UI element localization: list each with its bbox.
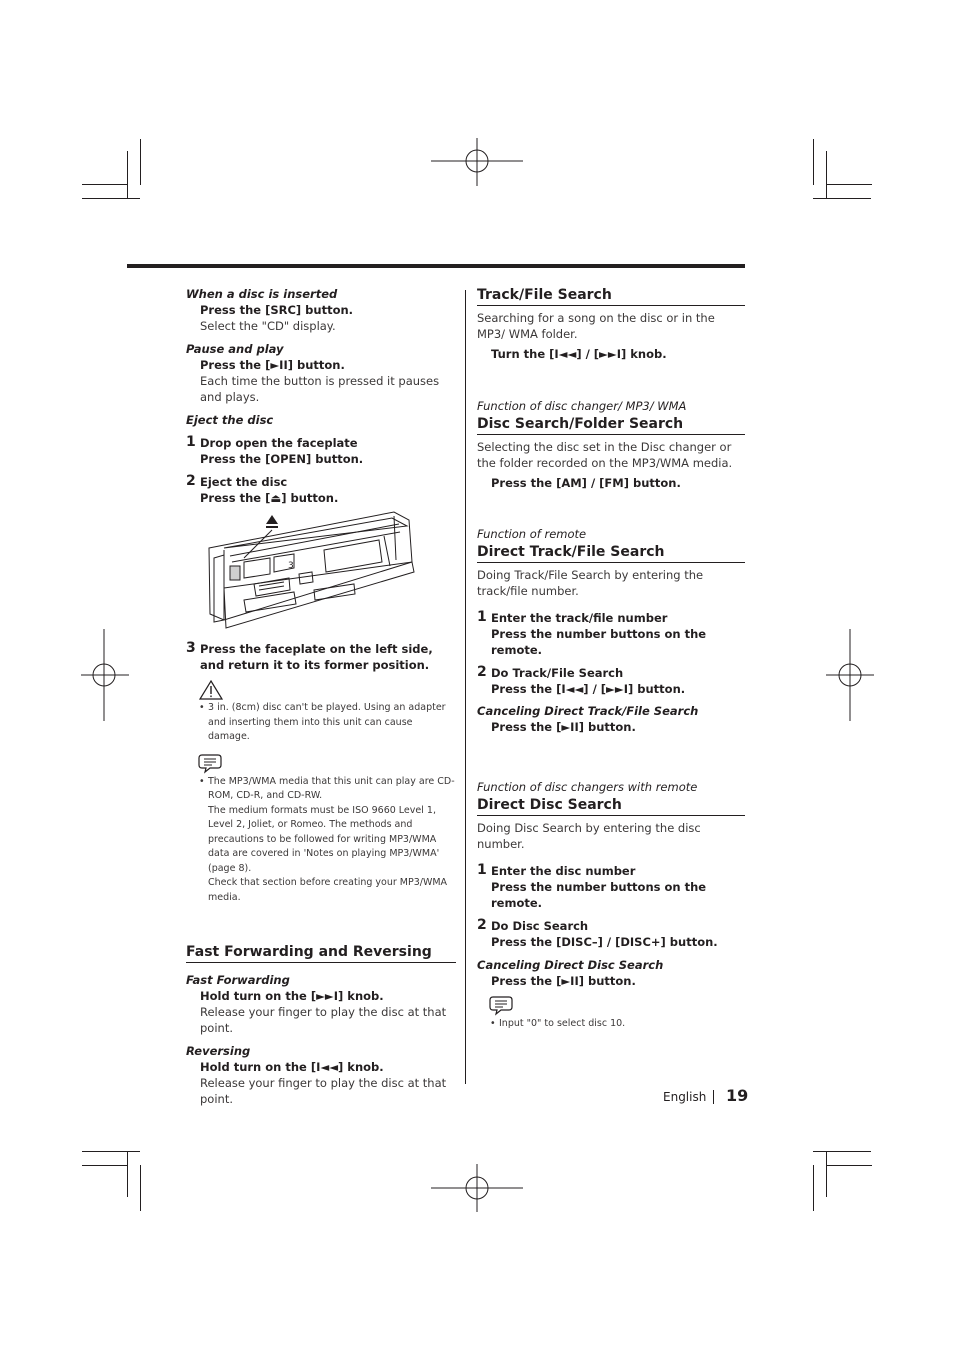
step-action: Press the [OPEN] button.	[200, 452, 364, 466]
direct-disc-step-2	[477, 918, 745, 950]
note-icon	[198, 751, 224, 775]
reversing-desc: Release your finger to play the disc at that point.	[200, 1076, 447, 1106]
disc-search-desc: Selecting the disc set in the Disc changer or the folder recorded on the MP3/WMA media.	[477, 440, 733, 470]
direct-disc-desc: Doing Disc Search by entering the disc number.	[477, 821, 701, 851]
cancel-direct-track-heading: Canceling Direct Track/File Search	[477, 704, 699, 718]
direct-disc-note: • Input "0" to select disc 10.	[477, 1017, 745, 1032]
direct-disc-title: Direct Disc Search	[477, 796, 745, 816]
step-title: Do Disc Search	[491, 919, 589, 933]
footer-separator	[713, 1090, 714, 1104]
fast-forward-title: Fast Forwarding and Reversing	[186, 943, 456, 963]
direct-track-step-1	[477, 610, 745, 658]
disc-inserted-desc: Select the "CD" display.	[200, 319, 336, 333]
step-action: Press the number buttons on the remote.	[491, 627, 707, 657]
fast-forwarding-desc: Release your finger to play the disc at that point.	[200, 1005, 447, 1035]
track-search-desc: Searching for a song on the disc or in the MP3/ WMA folder.	[477, 311, 715, 341]
step-number: 1	[477, 862, 487, 878]
cancel-direct-track-action: Press the [►II] button.	[491, 720, 636, 734]
disc-inserted-action: Press the [SRC] button.	[200, 303, 354, 317]
step-action: Press the [⏏] button.	[200, 491, 339, 505]
caution-text: • 3 in. (8cm) disc can't be played. Using an adapter and inserting them into this unit can cause damage.	[186, 701, 456, 745]
faceplate-illustration	[204, 510, 444, 635]
eject-step-1	[186, 435, 456, 467]
page-number: 19	[726, 1086, 749, 1105]
direct-track-title: Direct Track/File Search	[477, 543, 745, 563]
track-search-action: Turn the [I◄◄] / [►►I] knob.	[491, 347, 667, 361]
step-title: Eject the disc	[200, 475, 288, 489]
direct-disc-label: Function of disc changers with remote	[477, 780, 698, 794]
reversing-action: Hold turn on the [I◄◄] knob.	[200, 1060, 384, 1074]
eject-icon	[266, 515, 278, 528]
pause-play-heading: Pause and play	[186, 342, 284, 356]
step-number: 1	[477, 609, 487, 625]
eject-heading: Eject the disc	[186, 413, 274, 427]
track-search-title: Track/File Search	[477, 286, 745, 306]
step-action: Press the [I◄◄] / [►►I] button.	[491, 682, 686, 696]
footer-language: English	[663, 1090, 707, 1104]
disc-search-label: Function of disc changer/ MP3/ WMA	[477, 399, 687, 413]
step-title: Do Track/File Search	[491, 666, 624, 680]
reversing-heading: Reversing	[186, 1044, 251, 1058]
note-line: • The MP3/WMA media that this unit can play are CD-ROM, CD-R, and CD-RW.	[208, 775, 455, 801]
eject-step-3	[186, 641, 456, 673]
fast-forwarding-heading: Fast Forwarding	[186, 973, 290, 987]
note-text	[186, 775, 456, 906]
right-column	[477, 286, 745, 1032]
registration-mark-top	[431, 138, 523, 186]
disc-search-title: Disc Search/Folder Search	[477, 415, 745, 435]
note-line: The medium formats must be ISO 9660 Level 1, Level 2, Joliet, or Romeo. The methods and precautions to be followed for writing MP3/WMA data are covered in 'Notes on playing MP3/WMA' (page 8).	[208, 804, 440, 874]
header-rule	[127, 264, 745, 268]
registration-mark-bottom	[431, 1164, 523, 1212]
disc-search-action: Press the [AM] / [FM] button.	[491, 476, 681, 490]
step-number: 2	[186, 473, 196, 489]
pause-play-action: Press the [►II] button.	[200, 358, 345, 372]
direct-track-step-2	[477, 665, 745, 697]
direct-track-desc: Doing Track/File Search by entering the track/file number.	[477, 568, 704, 598]
step-number: 2	[477, 917, 487, 933]
caution-icon	[198, 679, 224, 701]
step-number: 3	[186, 640, 196, 656]
left-column	[186, 286, 456, 1107]
cancel-direct-disc-heading: Canceling Direct Disc Search	[477, 958, 664, 972]
step-action: Press the [DISC–] / [DISC+] button.	[491, 935, 718, 949]
registration-mark-left	[81, 629, 129, 721]
step-title: Drop open the faceplate	[200, 436, 358, 450]
step-title: Enter the track/file number	[491, 611, 668, 625]
fast-forwarding-action: Hold turn on the [►►I] knob.	[200, 989, 384, 1003]
note-line: Check that section before creating your MP3/WMA media.	[208, 877, 448, 903]
illustration-label: 3	[288, 561, 294, 571]
disc-inserted-heading: When a disc is inserted	[186, 287, 338, 301]
note-icon	[489, 993, 515, 1017]
direct-disc-step-1	[477, 863, 745, 911]
step-action: Press the number buttons on the remote.	[491, 880, 707, 910]
pause-play-desc: Each time the button is pressed it pauses and plays.	[200, 374, 440, 404]
eject-step-2	[186, 474, 456, 506]
registration-mark-right	[826, 629, 874, 721]
column-divider	[465, 290, 466, 1084]
step-title: Press the faceplate on the left side, and return it to its former position.	[200, 642, 433, 672]
cancel-direct-disc-action: Press the [►II] button.	[491, 974, 636, 988]
step-number: 1	[186, 434, 196, 450]
direct-track-label: Function of remote	[477, 527, 587, 541]
step-number: 2	[477, 664, 487, 680]
step-title: Enter the disc number	[491, 864, 636, 878]
